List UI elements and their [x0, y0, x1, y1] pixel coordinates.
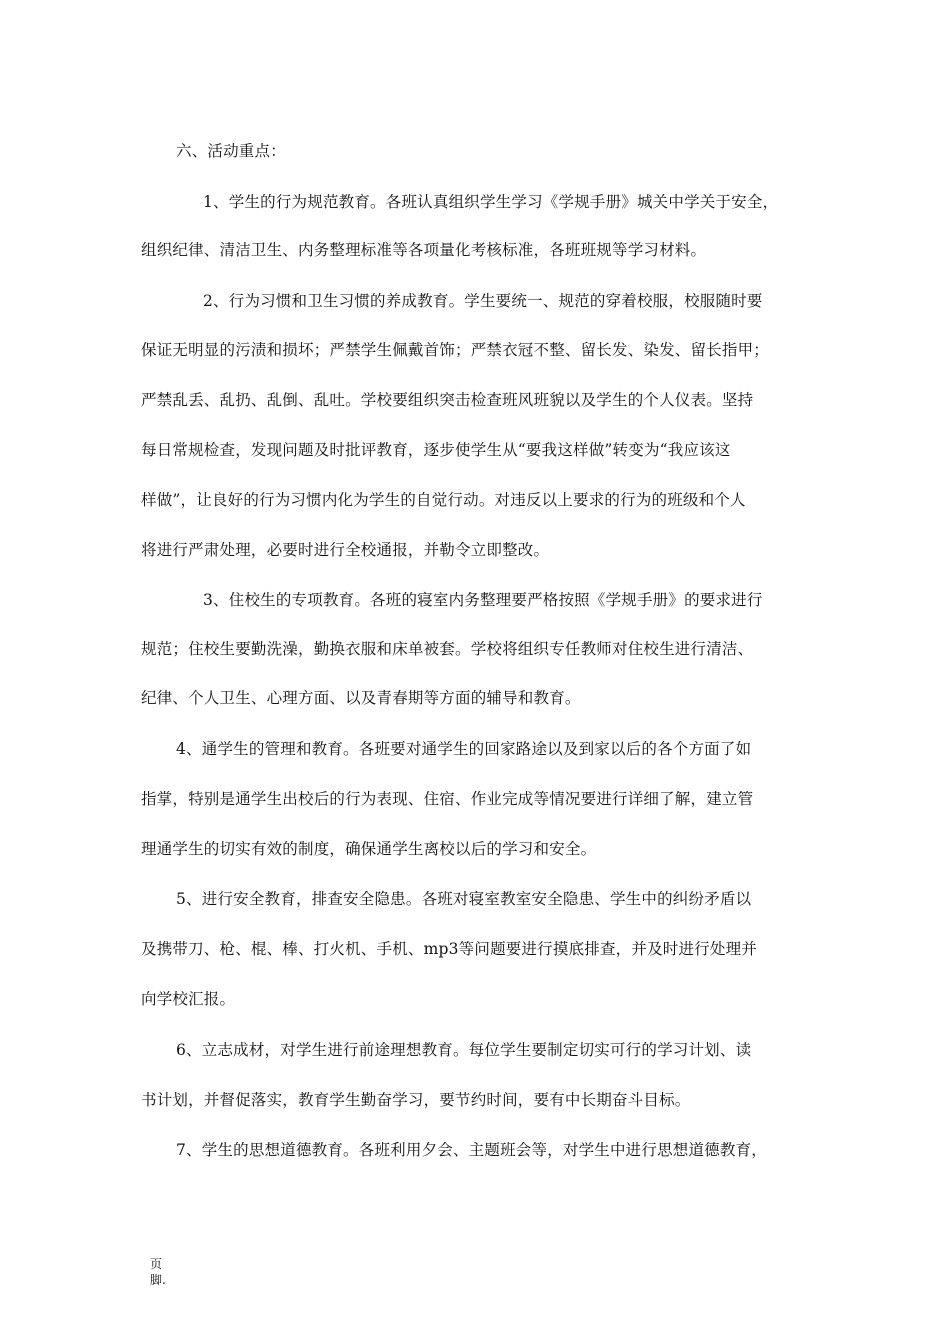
- page-footer: 脚.: [150, 1273, 166, 1287]
- paragraph-line: 规范；住校生要勤洗澡，勤换衣服和床单被套。学校将组织专任教师对住校生进行清洁、: [141, 640, 754, 658]
- paragraph-line: 及携带刀、枪、棍、棒、打火机、手机、mp3等问题要进行摸底排查，并及时进行处理并: [141, 940, 757, 958]
- paragraph-line: 1、学生的行为规范教育。各班认真组织学生学习《学规手册》城关中学关于安全，: [203, 193, 779, 211]
- paragraph-line: 5、进行安全教育，排查安全隐患。各班对寝室教室安全隐患、学生中的纠纷矛盾以: [176, 890, 752, 908]
- paragraph-line: 样做”，让良好的行为习惯内化为学生的自觉行动。对违反以上要求的行为的班级和个人: [141, 491, 746, 509]
- page-footer: 页: [150, 1257, 163, 1271]
- paragraph-line: 每日常规检查，发现问题及时批评教育，逐步使学生从“要我这样做”转变为“我应该这: [141, 441, 731, 459]
- paragraph-line: 组织纪律、清洁卫生、内务整理标准等各项量化考核标准，各班班规等学习材料。: [141, 241, 707, 259]
- paragraph-line: 7、学生的思想道德教育。各班利用夕会、主题班会等，对学生中进行思想道德教育，: [176, 1141, 767, 1159]
- paragraph-line: 向学校汇报。: [141, 990, 236, 1008]
- paragraph-line: 严禁乱丢、乱扔、乱倒、乱吐。学校要组织突击检查班风班貌以及学生的个人仪表。坚持: [141, 391, 754, 409]
- paragraph-line: 将进行严肃处理，必要时进行全校通报，并勒令立即整改。: [141, 541, 550, 559]
- paragraph-line: 书计划，并督促落实，教育学生勤奋学习，要节约时间，要有中长期奋斗目标。: [141, 1091, 691, 1109]
- paragraph-line: 纪律、个人卫生、心理方面、以及青春期等方面的辅导和教育。: [141, 689, 581, 707]
- paragraph-line: 指掌，特别是通学生出校后的行为表现、住宿、作业完成等情况要进行详细了解，建立管: [141, 790, 754, 808]
- paragraph-line: 6、立志成材，对学生进行前途理想教育。每位学生要制定切实可行的学习计划、读: [176, 1041, 752, 1059]
- paragraph-line: 3、住校生的专项教育。各班的寝室内务整理要严格按照《学规手册》的要求进行: [203, 591, 763, 609]
- paragraph-line: 4、通学生的管理和教育。各班要对通学生的回家路途以及到家以后的各个方面了如: [176, 740, 752, 758]
- paragraph-line: 保证无明显的污渍和损坏；严禁学生佩戴首饰；严禁衣冠不整、留长发、染发、留长指甲；: [141, 341, 770, 359]
- paragraph-line: 2、行为习惯和卫生习惯的养成教育。学生要统一、规范的穿着校服，校服随时要: [203, 292, 763, 310]
- section-heading: 六、活动重点：: [176, 142, 286, 160]
- paragraph-line: 理通学生的切实有效的制度，确保通学生离校以后的学习和安全。: [141, 840, 597, 858]
